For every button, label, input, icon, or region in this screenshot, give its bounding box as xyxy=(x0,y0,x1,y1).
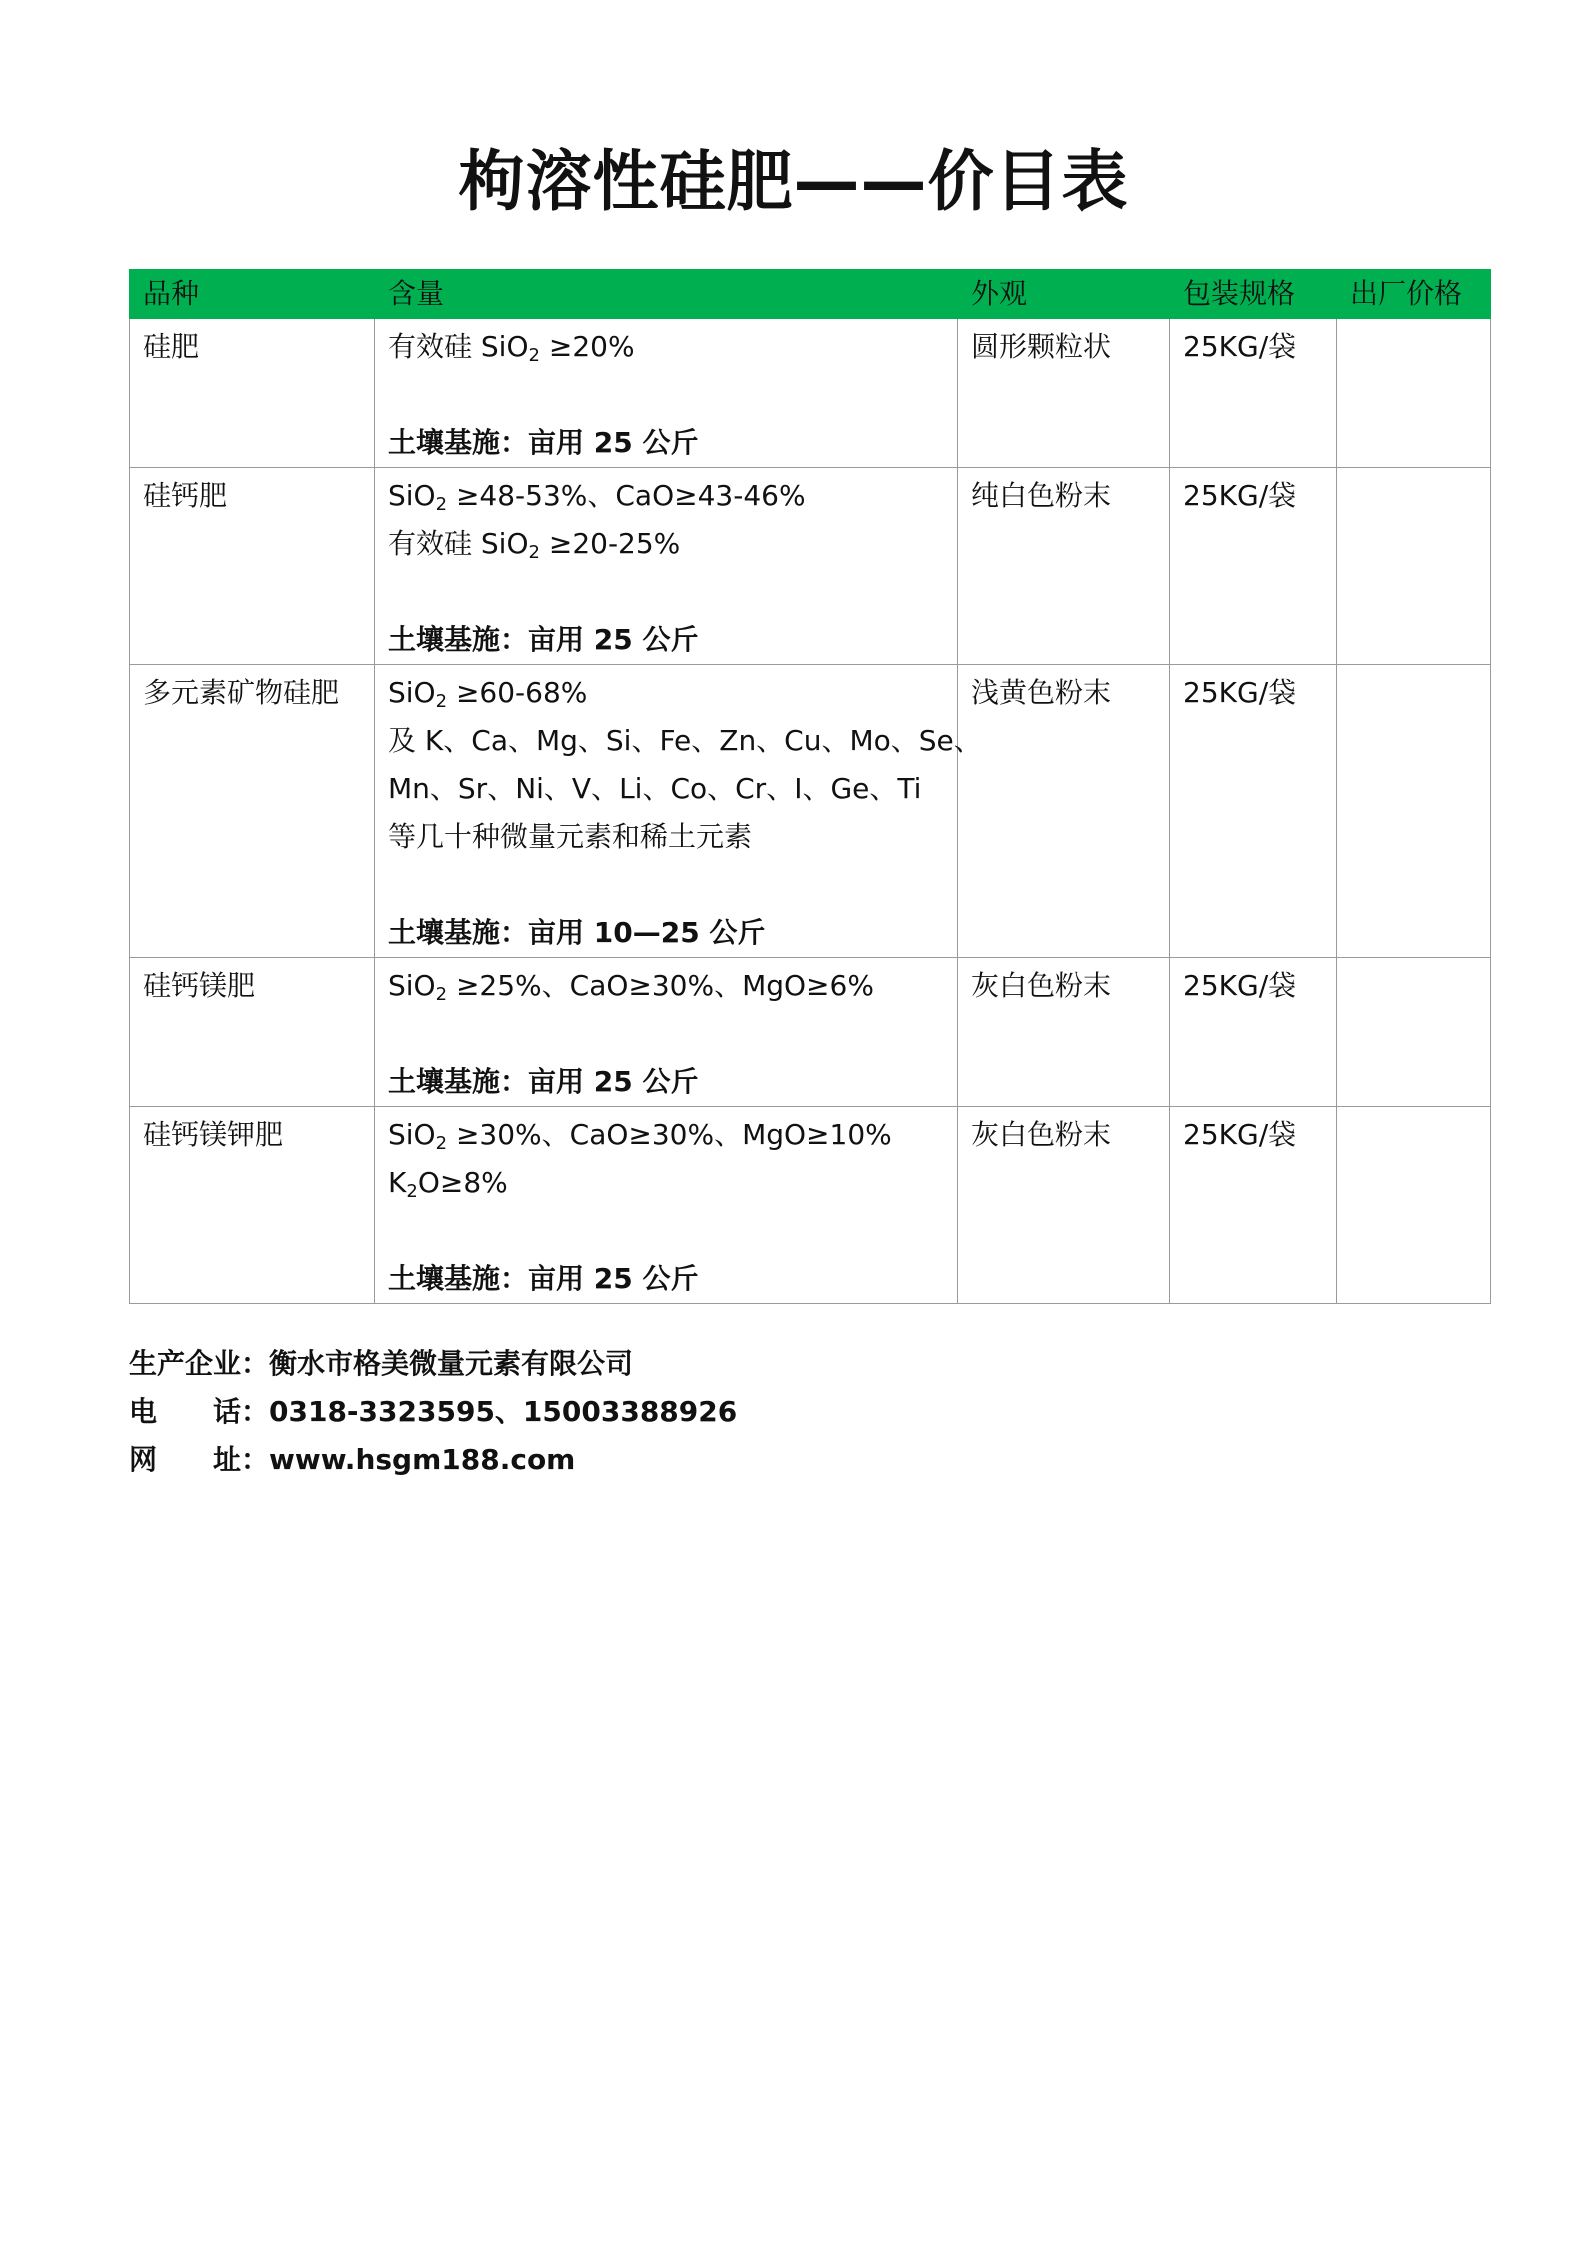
content-line: 有效硅 SiO$_2$ ≥20-25% xyxy=(388,527,681,563)
appearance-cell: 纯白色粉末 xyxy=(958,468,1170,665)
content-line: SiO$_2$ ≥25%、CaO≥30%、MgO≥6% xyxy=(388,969,874,1005)
price-cell xyxy=(1337,468,1491,665)
content-line: Mn、Sr、Ni、V、Li、Co、Cr、I、Ge、Ti xyxy=(388,772,922,805)
variety-cell: 硅钙镁钾肥 xyxy=(130,1107,375,1304)
package-cell: 25KG/袋 xyxy=(1170,1107,1337,1304)
usage-line: 土壤基施：亩用 25 公斤 xyxy=(388,426,699,459)
content-cell xyxy=(375,1107,958,1304)
web-row xyxy=(129,1436,737,1484)
appearance-cell: 圆形颗粒状 xyxy=(958,319,1170,468)
phone-label-b: 话： xyxy=(213,1395,270,1428)
price-cell xyxy=(1337,1107,1491,1304)
company-label: 生产企业： xyxy=(129,1347,270,1380)
price-table xyxy=(129,269,1491,1304)
company-info xyxy=(129,1340,737,1484)
phone-label-a: 电 xyxy=(129,1395,158,1428)
header-appearance: 外观 xyxy=(958,270,1170,319)
usage-line: 土壤基施：亩用 10—25 公斤 xyxy=(388,916,766,949)
content-line: SiO$_2$ ≥48-53%、CaO≥43-46% xyxy=(388,479,806,515)
content-cell xyxy=(375,468,958,665)
content-line: $K_2O\ge 8\%$ xyxy=(388,1166,508,1202)
table-row xyxy=(130,1107,1491,1304)
table-row xyxy=(130,319,1491,468)
phone-number: 0318-3323595、15003388926 xyxy=(269,1395,738,1428)
appearance-cell: 浅黄色粉末 xyxy=(958,665,1170,958)
package-cell: 25KG/袋 xyxy=(1170,319,1337,468)
usage-line: 土壤基施：亩用 25 公斤 xyxy=(388,1065,699,1098)
content-line: SiO$_2$ ≥30%、CaO≥30%、MgO≥10% xyxy=(388,1118,892,1154)
package-cell: 25KG/袋 xyxy=(1170,468,1337,665)
web-label-b: 址： xyxy=(213,1443,270,1476)
package-cell: 25KG/袋 xyxy=(1170,958,1337,1107)
table-header-row xyxy=(130,270,1491,319)
content-cell xyxy=(375,958,958,1107)
usage-line: 土壤基施：亩用 25 公斤 xyxy=(388,1262,699,1295)
content-line: 及 K、Ca、Mg、Si、Fe、Zn、Cu、Mo、Se、 xyxy=(388,724,982,757)
page-title: 枸溶性硅肥——价目表 xyxy=(458,143,1129,220)
content-cell xyxy=(375,665,982,958)
content-line: 有效硅 SiO$_2$ ≥20% xyxy=(388,330,635,366)
phone-row xyxy=(129,1388,737,1436)
table-row xyxy=(130,665,1491,958)
web-label-a: 网 xyxy=(129,1443,158,1476)
content-line: 等几十种微量元素和稀土元素 xyxy=(388,820,753,853)
price-cell xyxy=(1337,665,1491,958)
content-cell xyxy=(375,319,958,468)
website-link[interactable]: www.hsgm188.com xyxy=(269,1443,576,1476)
appearance-cell: 灰白色粉末 xyxy=(958,1107,1170,1304)
header-content: 含量 xyxy=(375,270,958,319)
header-package: 包装规格 xyxy=(1170,270,1337,319)
variety-cell: 硅钙肥 xyxy=(130,468,375,665)
company-row xyxy=(129,1340,737,1388)
header-variety: 品种 xyxy=(130,270,375,319)
company-name: 衡水市格美微量元素有限公司 xyxy=(269,1347,634,1380)
appearance-cell: 灰白色粉末 xyxy=(958,958,1170,1107)
table-row xyxy=(130,468,1491,665)
package-cell: 25KG/袋 xyxy=(1170,665,1337,958)
price-cell xyxy=(1337,958,1491,1107)
price-cell xyxy=(1337,319,1491,468)
table-row xyxy=(130,958,1491,1107)
variety-cell: 多元素矿物硅肥 xyxy=(130,665,375,958)
usage-line: 土壤基施：亩用 25 公斤 xyxy=(388,623,699,656)
content-line: SiO$_2$ ≥60-68% xyxy=(388,676,588,712)
variety-cell: 硅钙镁肥 xyxy=(130,958,375,1107)
variety-cell: 硅肥 xyxy=(130,319,375,468)
header-price: 出厂价格 xyxy=(1337,270,1491,319)
